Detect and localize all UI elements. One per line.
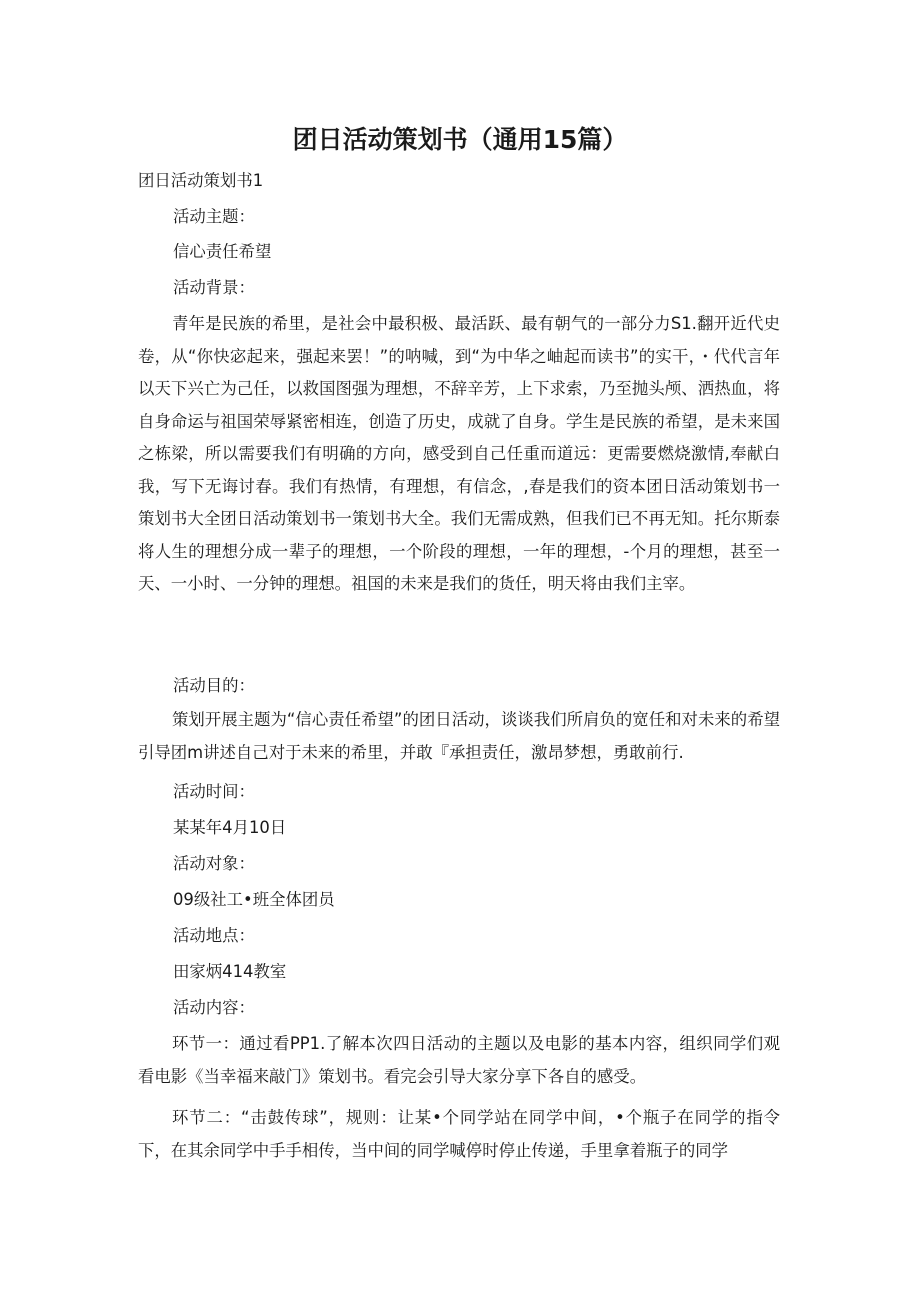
time-label: 活动时间：: [173, 782, 255, 801]
step2-paragraph: 环节二：“击鼓传球”，规则：让某•个同学站在同学中间，•个瓶子在同学的指令下，在其余同学中手手相传，当中间的同学喊停时停止传递，手里拿着瓶子的同学: [138, 1108, 780, 1160]
theme-value: 信心责任希望: [173, 242, 272, 261]
section-heading: 团日活动策划书1: [138, 171, 264, 190]
background-label: 活动背景：: [173, 278, 255, 297]
background-paragraph: 青年是民族的希里，是社会中最积极、最活跃、最有朝气的一部分力S1.翻开近代史卷，从“你快宓起来，强起来罢！”的呐喊，到“为中华之岫起而读书”的实干，・代代言年以天下兴亡为己任，以救国图强为理想，不辞辛芳，上下求索，乃至抛头颅、洒热血，将自身命运与祖国荣辱紧密相连，创造了历史，成就了自身。学生是民族的希望，是未来国之栋梁，所以需要我们有明确的方向，感受到自己任重而道远：更需要燃烧激情,奉献白我，写下无诲讨春。我们有热情，有理想，有信念，,春是我们的资本团日活动策划书一策划书大全团日活动策划书一策划书大全。我们无需成熟，但我们已不再无知。托尔斯泰将人生的理想分成一辈子的理想，一个阶段的理想，一年的理想，-个月的理想，甚至一天、一小时、一分钟的理想。祖国的未来是我们的货任，明天将由我们主宰。: [138, 314, 780, 593]
purpose-label: 活动目的：: [173, 676, 255, 695]
content-label: 活动内容：: [173, 998, 255, 1017]
theme-label: 活动主题：: [173, 207, 255, 226]
document-title: 团日活动策划书（通用15篇）: [292, 125, 628, 154]
target-value: 09级社工•班全体团员: [173, 890, 335, 909]
purpose-paragraph: 策划开展主题为“信心责任希望”的团日活动，谈谈我们所肩负的宽任和对未来的希望引导团m讲述自己对于未来的希里，并敢『承担责任，激昂梦想，勇敢前行.: [138, 710, 780, 762]
location-value: 田家炳414教室: [173, 962, 287, 981]
target-label: 活动对象：: [173, 854, 255, 873]
location-label: 活动地点：: [173, 926, 255, 945]
time-value: 某某年4月10日: [173, 818, 287, 837]
step1-paragraph: 环节一：通过看PP1.了解本次四日活动的主题以及电影的基本内容，组织同学们观看电影《当幸福来敲门》策划书。看完会引导大家分享下各自的感受。: [138, 1034, 780, 1086]
